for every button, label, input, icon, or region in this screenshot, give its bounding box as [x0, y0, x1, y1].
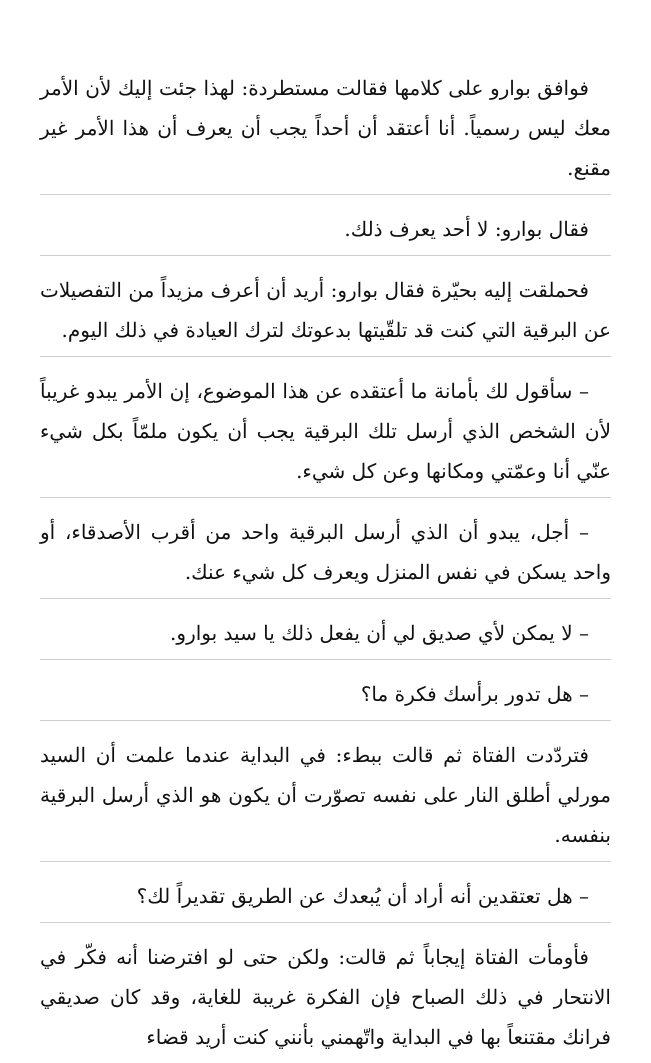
paragraph-4: – سأقول لك بأمانة ما أعتقده عن هذا الموضوع، إن الأمر يبدو غريباً لأن الشخص الذي أرسل تلك البرقية يجب أن يكون ملمّاً بكل شيء عنّي أنا وعمّتي ومكانها وعن كل شيء. — [40, 371, 611, 498]
paragraph-5: – أجل، يبدو أن الذي أرسل البرقية واحد من أقرب الأصدقاء، أو واحد يسكن في نفس المنزل ويعرف كل شيء عنك. — [40, 512, 611, 599]
paragraph-7: – هل تدور برأسك فكرة ما؟ — [40, 674, 611, 721]
paragraph-6: – لا يمكن لأي صديق لي أن يفعل ذلك يا سيد بوارو. — [40, 613, 611, 660]
paragraph-9: – هل تعتقدين أنه أراد أن يُبعدك عن الطريق تقديراً لك؟ — [40, 876, 611, 923]
paragraph-1: فوافق بوارو على كلامها فقالت مستطردة: لهذا جئت إليك لأن الأمر معك ليس رسمياً. أنا أعتقد أن أحداً يجب أن يعرف أن هذا الأمر غير مقنع. — [40, 68, 611, 195]
paragraph-10: فأومأت الفتاة إيجاباً ثم قالت: ولكن حتى لو افترضنا أنه فكّر في الانتحار في ذلك الصباح فإن الفكرة غريبة للغاية، وقد كان صديقي فرانك مقتنعاً بها في البداية واتّهمني بأنني كنت أريد قضاء — [40, 945, 611, 1049]
paragraph-3: فحملقت إليه بحيّرة فقال بوارو: أريد أن أعرف مزيداً من التفصيلات عن البرقية التي كنت قد تلقّيتها بدعوتك لترك العيادة في ذلك اليوم. — [40, 270, 611, 357]
paragraph-2: فقال بوارو: لا أحد يعرف ذلك. — [40, 209, 611, 256]
paragraph-8: فتردّدت الفتاة ثم قالت ببطء: في البداية عندما علمت أن السيد مورلي أطلق النار على نفسه تصوّرت أن يكون هو الذي أرسل البرقية بنفسه. — [40, 735, 611, 862]
